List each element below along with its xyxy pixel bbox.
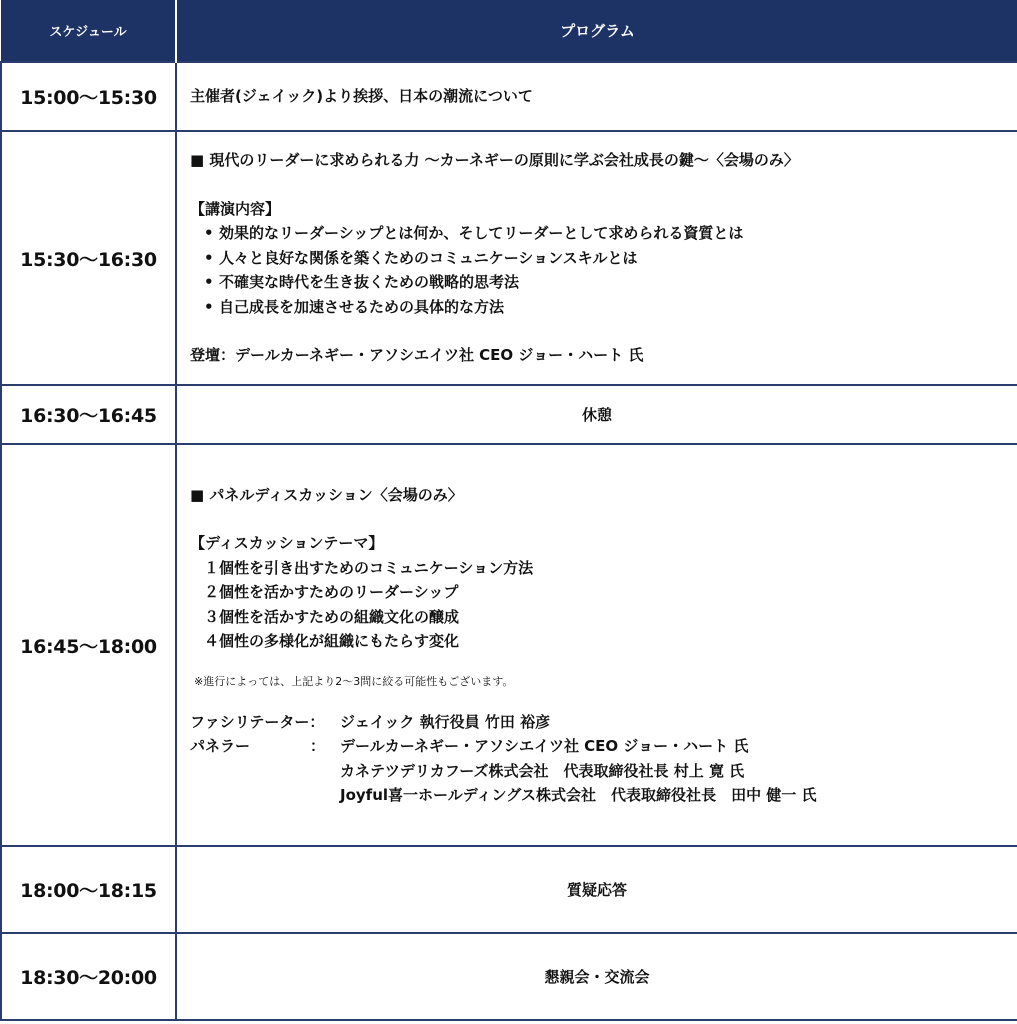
program-cell: 質疑応答 xyxy=(176,846,1017,933)
program-cell xyxy=(176,62,1017,131)
list-item: １個性を引き出すためのコミュニケーション方法 xyxy=(204,558,534,577)
list-item: • 不確実な時代を生き抜くための戦略的思考法 xyxy=(190,270,1017,295)
program-cell: 休憩 xyxy=(176,385,1017,444)
header-row xyxy=(1,0,1017,62)
panel-label: パネラー ： xyxy=(190,737,326,756)
panelist: カネテツデリカフーズ株式会社 代表取締役社長 村上 寛 氏 xyxy=(340,761,745,780)
list-item: • 人々と良好な関係を築くためのコミュニケーションスキルとは xyxy=(190,246,1017,271)
panelist: Joyful喜一ホールディングス株式会社 代表取締役社長 田中 健一 氏 xyxy=(340,786,817,805)
time-cell: 16:45〜18:00 xyxy=(1,444,176,845)
list-item: • 効果的なリーダーシップとは何か、そしてリーダーとして求められる資質とは xyxy=(190,221,1017,246)
time-cell: 18:30〜20:00 xyxy=(1,933,176,1020)
time-cell: 16:30〜16:45 xyxy=(1,385,176,444)
time-cell: 15:00〜15:30 xyxy=(1,62,176,131)
program-cell xyxy=(176,444,1017,845)
speaker-line: 登壇：デールカーネギー・アソシエイツ社 CEO ジョー・ハート 氏 xyxy=(190,346,644,365)
time-cell: 18:00〜18:15 xyxy=(1,846,176,933)
table-row xyxy=(1,846,1017,933)
section-heading: 【ディスカッションテーマ】 xyxy=(190,534,384,553)
panelist-list xyxy=(340,734,1017,808)
program-cell xyxy=(176,131,1017,385)
section-heading: 【講演内容】 xyxy=(190,199,281,218)
table-row xyxy=(1,62,1017,131)
facilitator-name: ジェイック 執行役員 竹田 裕彦 xyxy=(340,712,551,731)
table-row xyxy=(1,933,1017,1020)
program-text: 主催者(ジェイック)より挨拶、日本の潮流について xyxy=(190,87,533,106)
list-item: ３個性を活かすための組織文化の醸成 xyxy=(204,607,460,626)
facilitator-label: ファシリテーター： xyxy=(190,712,325,731)
list-item: ４個性の多様化が組織にもたらす変化 xyxy=(204,632,460,651)
table-row xyxy=(1,385,1017,444)
list-item: ２個性を活かすためのリーダーシップ xyxy=(204,583,459,602)
program-cell: 懇親会・交流会 xyxy=(176,933,1017,1020)
panel-row xyxy=(190,734,1017,808)
schedule-header: スケジュール xyxy=(1,0,176,62)
program-header: プログラム xyxy=(176,0,1017,62)
panelist: デールカーネギー・アソシエイツ社 CEO ジョー・ハート 氏 xyxy=(340,737,749,756)
session-title: ■ パネルディスカッション〈会場のみ〉 xyxy=(190,485,463,504)
facilitator-row xyxy=(190,710,1017,735)
note-text: ※進行によっては、上記より2〜3問に絞る可能性もございます。 xyxy=(194,674,514,688)
list-item: • 自己成長を加速させるための具体的な方法 xyxy=(190,295,1017,320)
session-title: ■ 現代のリーダーに求められる力 〜カーネギーの原則に学ぶ会社成長の鍵〜〈会場のみ〉 xyxy=(190,151,799,170)
table-row xyxy=(1,444,1017,845)
time-cell: 15:30〜16:30 xyxy=(1,131,176,385)
table-row xyxy=(1,131,1017,385)
